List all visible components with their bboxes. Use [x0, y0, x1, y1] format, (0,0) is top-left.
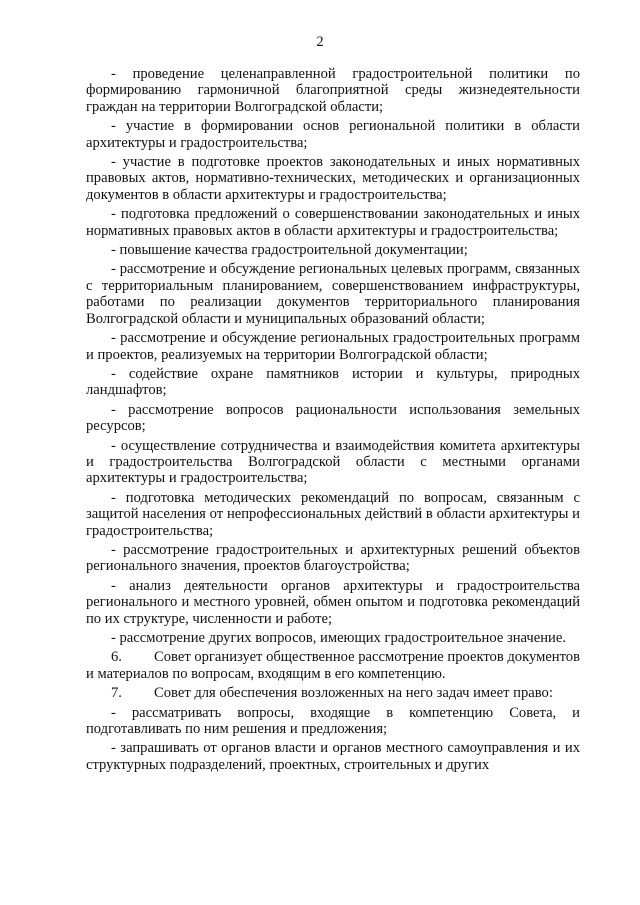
list-item: - проведение целенаправленной градостроительной политики по формированию гармоничной благоприятной среды жизнедеятельности граждан на территории Волгоградской области;: [86, 66, 580, 115]
list-item: - осуществление сотрудничества и взаимодействия комитета архитектуры и градостроительства Волгоградской области с местными органами архитектуры и градостроительства;: [86, 437, 580, 487]
list-item: - рассмотрение и обсуждение региональных градостроительных программ и проектов, реализуемых на территории Волгоградской области;: [86, 330, 580, 363]
paragraph-text: Совет для обеспечения возложенных на него задач имеет право:: [154, 685, 553, 702]
page-number: 2: [316, 34, 324, 50]
list-item: - рассмотрение градостроительных и архитектурных решений объектов регионального значения, проектов благоустройства;: [86, 541, 580, 575]
list-item: - содействие охране памятников истории и культуры, природных ландшафтов;: [86, 365, 580, 399]
list-item: - анализ деятельности органов архитектуры и градостроительства регионального и местного уровней, обмен опытом и подготовка рекомендаций по их структуре, численности и работе;: [86, 577, 580, 627]
paragraph-number: 7.: [111, 685, 122, 702]
paragraph-number: 6.: [111, 649, 122, 666]
list-item: - подготовка методических рекомендаций по вопросам, связанным с защитой населения от непрофессиональных действий в области архитектуры и градостроительства;: [86, 489, 580, 539]
list-item: - рассмотрение других вопросов, имеющих градостроительное значение.: [111, 630, 566, 646]
list-item: - участие в подготовке проектов законодательных и иных нормативных правовых актов, нормативно-технических, методических и организационных документов в области архитектуры и градостроительства;: [86, 154, 580, 203]
document-body: [86, 66, 580, 776]
numbered-paragraph-7: [86, 685, 580, 701]
list-item: - рассмотрение вопросов рациональности использования земельных ресурсов;: [86, 401, 580, 435]
list-item: - повышение качества градостроительной документации;: [111, 242, 468, 259]
list-item: - подготовка предложений о совершенствовании законодательных и иных нормативных правовых актов в области архитектуры и градостроительства;: [86, 206, 580, 239]
list-item: - рассматривать вопросы, входящие в компетенцию Совета, и подготавливать по ним решения и предложения;: [86, 704, 580, 738]
list-item: - участие в формировании основ региональной политики в области архитектуры и градостроительства;: [86, 118, 580, 151]
paragraph-text: Совет организует общественное рассмотрение проектов документов и материалов по вопросам, входящим в его компетенцию.: [86, 649, 580, 682]
list-item: - рассмотрение и обсуждение региональных целевых программ, связанных с территориальным планированием, совершенствованием инфраструктуры, работами по реализации документов территориального планирования Волгоградской области и муниципальных образований области;: [86, 261, 580, 327]
list-item: - запрашивать от органов власти и органов местного самоуправления и их структурных подразделений, проектных, строительных и других: [86, 740, 580, 773]
numbered-paragraph-6: [86, 649, 580, 682]
